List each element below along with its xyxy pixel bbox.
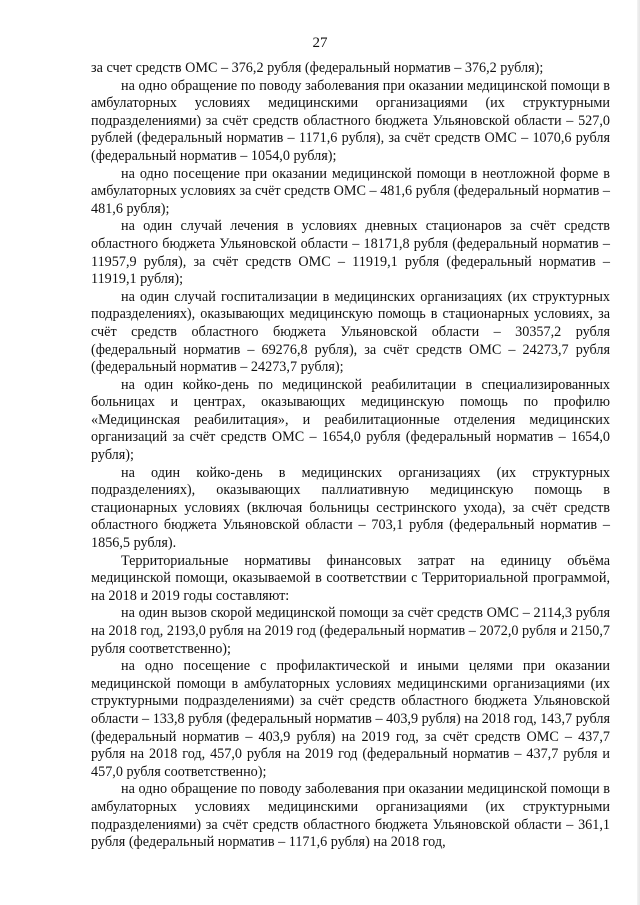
paragraph: на одно обращение по поводу заболевания при оказании медицинской помощи в амбулаторных условиях медицинскими организациями (их структурными подразделениями) за счёт средств областного бюджета Ульяновской области – 527,0 рублей (федеральный норматив – 1171,6 рубля), за счёт средств ОМС – 1070,6 рубля (федеральный норматив – 1054,0 рубля);: [91, 77, 610, 164]
paragraph: на один вызов скорой медицинской помощи за счёт средств ОМС – 2114,3 рубля на 2018 год, 2193,0 рубля на 2019 год (федеральный норматив – 2072,0 рубля и 2150,7 рубля соответственно);: [91, 605, 610, 657]
paragraph: на одно обращение по поводу заболевания при оказании медицинской помощи в амбулаторных условиях медицинскими организациями (их структурными подразделениями) за счёт средств областного бюджета Ульяновской области – 361,1 рубля (федеральный норматив – 1171,6 рубля) на 2018 год,: [91, 781, 610, 851]
paragraph: на одно посещение при оказании медицинской помощи в неотложной форме в амбулаторных условиях за счёт средств ОМС – 481,6 рубля (федеральный норматив – 481,6 рубля);: [91, 165, 610, 217]
body-text: [91, 60, 610, 852]
page-number: 27: [312, 35, 328, 51]
paragraph: Территориальные нормативы финансовых затрат на единицу объёма медицинской помощи, оказываемой в соответствии с Территориальной программой, на 2018 и 2019 годы составляют:: [91, 552, 610, 604]
paragraph: на один койко-день по медицинской реабилитации в специализированных больницах и центрах, оказывающих медицинскую помощь по профилю «Медицинская реабилитация», и реабилитационные отделения медицинских организаций за счёт средств ОМС – 1654,0 рубля (федеральный норматив – 1654,0 рубля);: [91, 376, 610, 464]
paragraph: на один койко-день в медицинских организациях (их структурных подразделениях), оказывающих паллиативную медицинскую помощь в стационарных условиях (включая больницы сестринского ухода), за счёт средств областного бюджета Ульяновской области – 703,1 рубля (федеральный норматив – 1856,5 рубля).: [91, 464, 610, 552]
paragraph: на одно посещение с профилактической и иными целями при оказании медицинской помощи в амбулаторных условиях медицинскими организациями (их структурными подразделениями) за счёт средств областного бюджета Ульяновской области – 133,8 рубля (федеральный норматив – 403,9 рубля) на 2018 год, 143,7 рубля (федеральный норматив – 403,9 рубля) на 2019 год, за счёт средств ОМС – 437,7 рубля на 2018 год, 457,0 рубля на 2019 год (федеральный норматив – 437,7 рубля и 457,0 рубля соответственно);: [91, 658, 610, 780]
paragraph-continuation: за счет средств ОМС – 376,2 рубля (федеральный норматив – 376,2 рубля);: [91, 60, 544, 76]
paragraph: на один случай лечения в условиях дневных стационаров за счёт средств областного бюджета Ульяновской области – 18171,8 рубля (федеральный норматив – 11957,9 рубля), за счёт средств ОМС – 11919,1 рубля (федеральный норматив – 11919,1 рубля);: [91, 218, 610, 288]
paragraph: на один случай госпитализации в медицинских организациях (их структурных подразделениях), оказывающих медицинскую помощь в стационарных условиях, за счёт средств областного бюджета Ульяновской области – 30357,2 рубля (федеральный норматив – 69276,8 рубля), за счёт средств ОМС – 24273,7 рубля (федеральный норматив – 24273,7 рубля);: [91, 288, 610, 376]
